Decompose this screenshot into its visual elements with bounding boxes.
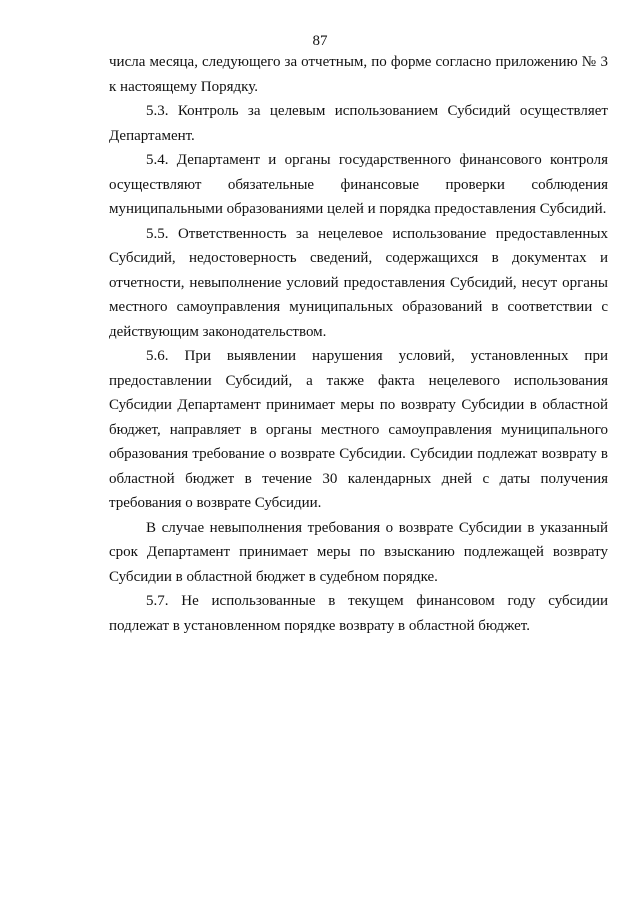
paragraph-continuation: числа месяца, следующего за отчетным, по форме согласно приложению № 3 к настоящему Порядку. xyxy=(109,54,608,95)
document-body xyxy=(109,50,608,638)
paragraph-5-7: 5.7. Не использованные в текущем финансовом году субсидии подлежат в установленном порядке возврату в областной бюджет. xyxy=(109,593,608,634)
paragraph-5-6-continuation: В случае невыполнения требования о возврате Субсидии в указанный срок Департамент принимает меры по взысканию подлежащей возврату Субсидии в областной бюджет в судебном порядке. xyxy=(109,519,608,585)
paragraph-5-5: 5.5. Ответственность за нецелевое использование предоставленных Субсидий, недостоверность сведений, содержащихся в документах и отчетности, невыполнение условий предоставления Субсидий, несут органы местного самоуправления муниципальных образований в соответствии с действующим законодательством. xyxy=(109,225,608,340)
paragraph-5-3: 5.3. Контроль за целевым использованием Субсидий осуществляет Департамент. xyxy=(109,103,608,144)
paragraph-5-4: 5.4. Департамент и органы государственного финансового контроля осуществляют обязательные финансовые проверки соблюдения муниципальными образованиями целей и порядка предоставления Субсидий. xyxy=(109,152,608,217)
paragraph-5-6: 5.6. При выявлении нарушения условий, установленных при предоставлении Субсидий, а также факта нецелевого использования Субсидии Департамент принимает меры по возврату Субсидии в областной бюджет, направляет в органы местного самоуправления муниципального образования требование о возврате Субсидии. Субсидии подлежат возврату в областной бюджет в течение 30 календарных дней с даты получения требования о возврате Субсидии. xyxy=(109,348,608,511)
page-number: 87 xyxy=(312,33,328,49)
